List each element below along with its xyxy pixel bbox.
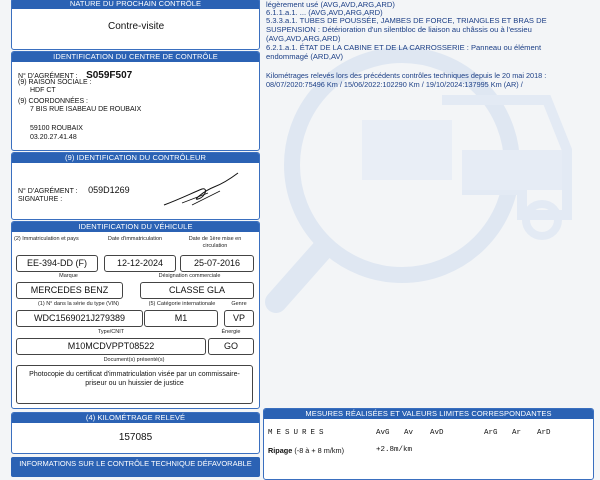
genre-value: VP <box>224 310 254 327</box>
col-arg: ArG <box>484 429 498 437</box>
date-first-value: 25-07-2016 <box>180 255 254 272</box>
vin-label: (1) N° dans la série du type (VIN) <box>37 301 120 307</box>
kilometrage-header: (4) KILOMÉTRAGE RELEVÉ <box>12 413 259 423</box>
defect-line-6: endommagé (ARD,AV) <box>266 52 344 61</box>
vehicule-header: IDENTIFICATION DU VÉHICULE <box>12 222 259 232</box>
defect-line-2: 5.3.3.a.1. TUBES DE POUSSÉE, JAMBES DE FORCE, TRIANGLES ET BRAS DE <box>266 16 547 25</box>
coord-label: (9) COORDONNÉES : <box>18 98 89 105</box>
col-avg: AvG <box>376 429 390 437</box>
defect-line-1: 6.1.1.a.1. ... (AVG,AVD,ARG,ARD) <box>266 8 383 17</box>
ripage-row <box>268 446 344 455</box>
col-avd: AvD <box>430 429 444 437</box>
docs-label: Document(s) présenté(s) <box>103 357 165 363</box>
vehicule-section <box>11 221 260 409</box>
designation-label: Désignation commerciale <box>158 273 221 279</box>
docs-value: Photocopie du certificat d'immatriculation visée par un commissaire-priseur ou un huissier de justice <box>29 371 240 387</box>
controleur-agrement-value: 059D1269 <box>88 185 130 195</box>
date-immat-value: 12-12-2024 <box>104 255 176 272</box>
nature-header: NATURE DU PROCHAIN CONTRÔLE <box>12 0 259 9</box>
col-ar: Ar <box>512 429 522 437</box>
address-line-1: 7 BIS RUE ISABEAU DE ROUBAIX <box>30 106 142 113</box>
centre-agrement-value: S059F507 <box>86 70 133 81</box>
raison-value: HDF CT <box>30 87 56 94</box>
defect-line-4: (AVG,AVD,ARG,ARD) <box>266 34 341 43</box>
designation-value: CLASSE GLA <box>140 282 254 299</box>
mesures-header: MESURES RÉALISÉES ET VALEURS LIMITES CORRESPONDANTES <box>264 409 593 419</box>
immat-value: EE-394-DD (F) <box>16 255 98 272</box>
kilometrage-value: 157085 <box>118 432 153 443</box>
cnit-value: M10MCDVPPT08522 <box>16 338 206 355</box>
energie-label: Énergie <box>221 329 241 335</box>
controleur-section <box>11 152 260 220</box>
energie-value: GO <box>208 338 254 355</box>
mesures-section <box>263 408 594 480</box>
signature-label: SIGNATURE : <box>18 196 63 203</box>
genre-label: Genre <box>231 301 247 307</box>
informations-header: INFORMATIONS SUR LE CONTRÔLE TECHNIQUE DÉFAVORABLE <box>19 459 252 468</box>
defect-line-5: 6.2.1.a.1. ÉTAT DE LA CABINE ET DE LA CARROSSERIE : Panneau ou élément <box>266 43 542 52</box>
date-first-label: Date de 1ère mise en circulation <box>188 236 242 249</box>
marque-value: MERCEDES BENZ <box>16 282 123 299</box>
centre-phone: 03.20.27.41.48 <box>30 134 77 141</box>
raison-label: (9) RAISON SOCIALE : <box>18 79 92 86</box>
ripage-label: Ripage <box>268 446 293 455</box>
nature-value: Contre-visite <box>108 21 165 32</box>
controleur-header: (9) IDENTIFICATION DU CONTRÔLEUR <box>12 153 259 163</box>
ripage-limit: (-8 à + 8 m/km) <box>294 446 345 455</box>
col-ard: ArD <box>537 429 551 437</box>
cnit-label: Type/CNIT <box>97 329 125 335</box>
categorie-label: (5) Catégorie internationale <box>148 301 216 307</box>
ripage-value: +2.8m/km <box>376 446 413 454</box>
address-line-2: 59100 ROUBAIX <box>30 125 83 132</box>
signature-scribble <box>162 169 242 209</box>
kilometrage-section <box>11 412 260 454</box>
nature-section <box>11 0 260 50</box>
centre-section <box>11 51 260 151</box>
defect-line-0: légèrement usé (AVG,AVD,ARG,ARD) <box>266 0 395 9</box>
mesures-title: MESURES <box>268 429 328 437</box>
centre-header: IDENTIFICATION DU CENTRE DE CONTRÔLE <box>12 52 259 62</box>
centre-agrement-label: N° D'AGRÉMENT : <box>18 73 78 80</box>
informations-section <box>11 457 260 477</box>
categorie-value: M1 <box>144 310 218 327</box>
km-history-line-2: 08/07/2020:75496 Km / 15/06/2022:102290 Km / 19/10/2024:137995 Km (AR) / <box>266 80 523 89</box>
marque-label: Marque <box>59 273 78 279</box>
controleur-agrement-label: N° D'AGRÉMENT : <box>18 188 78 195</box>
vin-value: WDC1569021J279389 <box>16 310 143 327</box>
docs-value-box <box>16 365 253 404</box>
date-immat-label: Date d'immatriculation <box>107 236 163 242</box>
km-history-line-1: Kilométrages relevés lors des précédents contrôles techniques depuis le 20 mai 2018 : <box>266 71 547 80</box>
col-av: Av <box>404 429 414 437</box>
immat-label: (2) Immatriculation et pays <box>14 236 79 242</box>
defect-line-3: SUSPENSION : Détérioration d'un silentbloc de liaison au châssis ou à l'essieu <box>266 25 532 34</box>
